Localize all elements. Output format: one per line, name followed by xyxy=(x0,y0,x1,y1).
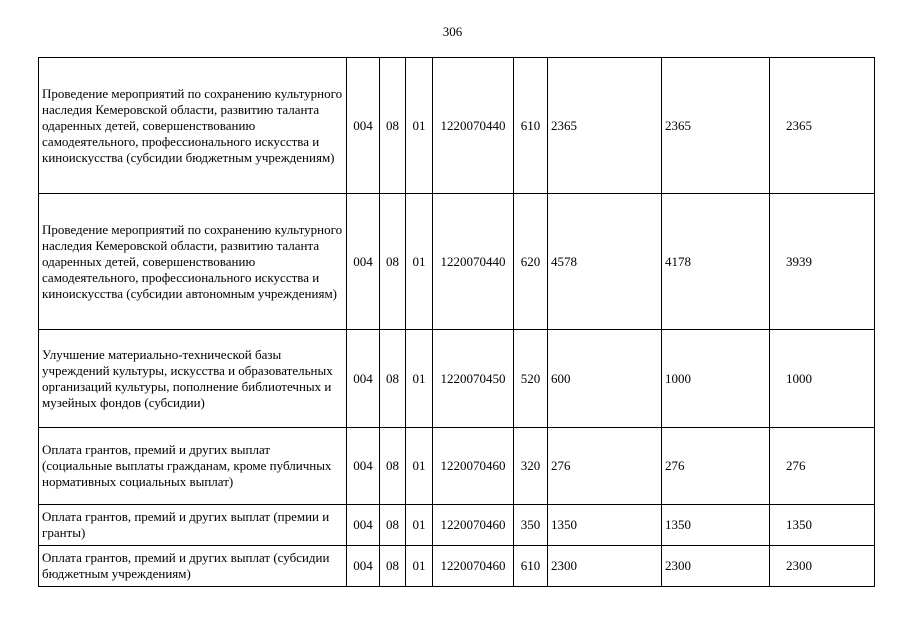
section-code: 08 xyxy=(380,428,406,505)
subsection-code: 01 xyxy=(406,330,433,428)
amount-year-1: 4578 xyxy=(548,194,662,330)
amount-year-1: 1350 xyxy=(548,505,662,546)
amount-year-2: 276 xyxy=(662,428,770,505)
row-name: Улучшение материально-технической базы учреждений культуры, искусства и образовательных организаций культуры, пополнение библиотечных и музейных фондов (субсидии) xyxy=(39,330,347,428)
amount-year-1: 2365 xyxy=(548,58,662,194)
amount-year-2: 4178 xyxy=(662,194,770,330)
ministry-code: 004 xyxy=(347,428,380,505)
table-row xyxy=(39,58,875,194)
target-article-code: 1220070460 xyxy=(433,428,514,505)
target-article-code: 1220070460 xyxy=(433,546,514,587)
section-code: 08 xyxy=(380,194,406,330)
amount-year-2: 2300 xyxy=(662,546,770,587)
amount-year-2: 1000 xyxy=(662,330,770,428)
amount-year-3: 276 xyxy=(770,428,875,505)
amount-year-3: 3939 xyxy=(770,194,875,330)
amount-year-2: 1350 xyxy=(662,505,770,546)
row-name: Проведение мероприятий по сохранению культурного наследия Кемеровской области, развитию таланта одаренных детей, совершенствованию самодеятельного, профессионального искусства и киноискусства (субсидии автономным учреждениям) xyxy=(39,194,347,330)
expense-type-code: 520 xyxy=(514,330,548,428)
ministry-code: 004 xyxy=(347,194,380,330)
amount-year-3: 2365 xyxy=(770,58,875,194)
table-row xyxy=(39,194,875,330)
page-number: 306 xyxy=(442,24,463,39)
table-row xyxy=(39,546,875,587)
row-name: Оплата грантов, премий и других выплат (социальные выплаты гражданам, кроме публичных нормативных социальных выплат) xyxy=(39,428,347,505)
table-row xyxy=(39,330,875,428)
amount-year-3: 2300 xyxy=(770,546,875,587)
expense-type-code: 610 xyxy=(514,546,548,587)
target-article-code: 1220070460 xyxy=(433,505,514,546)
amount-year-1: 276 xyxy=(548,428,662,505)
row-name: Проведение мероприятий по сохранению культурного наследия Кемеровской области, развитию таланта одаренных детей, совершенствованию самодеятельного, профессионального искусства и киноискусства (субсидии бюджетным учреждениям) xyxy=(39,58,347,194)
subsection-code: 01 xyxy=(406,428,433,505)
target-article-code: 1220070440 xyxy=(433,194,514,330)
subsection-code: 01 xyxy=(406,58,433,194)
budget-table xyxy=(38,57,875,587)
amount-year-2: 2365 xyxy=(662,58,770,194)
amount-year-3: 1000 xyxy=(770,330,875,428)
section-code: 08 xyxy=(380,58,406,194)
ministry-code: 004 xyxy=(347,58,380,194)
subsection-code: 01 xyxy=(406,194,433,330)
table-row xyxy=(39,428,875,505)
section-code: 08 xyxy=(380,330,406,428)
expense-type-code: 320 xyxy=(514,428,548,505)
amount-year-1: 2300 xyxy=(548,546,662,587)
ministry-code: 004 xyxy=(347,546,380,587)
section-code: 08 xyxy=(380,505,406,546)
section-code: 08 xyxy=(380,546,406,587)
expense-type-code: 350 xyxy=(514,505,548,546)
amount-year-3: 1350 xyxy=(770,505,875,546)
target-article-code: 1220070440 xyxy=(433,58,514,194)
row-name: Оплата грантов, премий и других выплат (премии и гранты) xyxy=(39,505,347,546)
table-row xyxy=(39,505,875,546)
amount-year-1: 600 xyxy=(548,330,662,428)
expense-type-code: 610 xyxy=(514,58,548,194)
ministry-code: 004 xyxy=(347,505,380,546)
row-name: Оплата грантов, премий и других выплат (субсидии бюджетным учреждениям) xyxy=(39,546,347,587)
subsection-code: 01 xyxy=(406,546,433,587)
subsection-code: 01 xyxy=(406,505,433,546)
expense-type-code: 620 xyxy=(514,194,548,330)
ministry-code: 004 xyxy=(347,330,380,428)
target-article-code: 1220070450 xyxy=(433,330,514,428)
